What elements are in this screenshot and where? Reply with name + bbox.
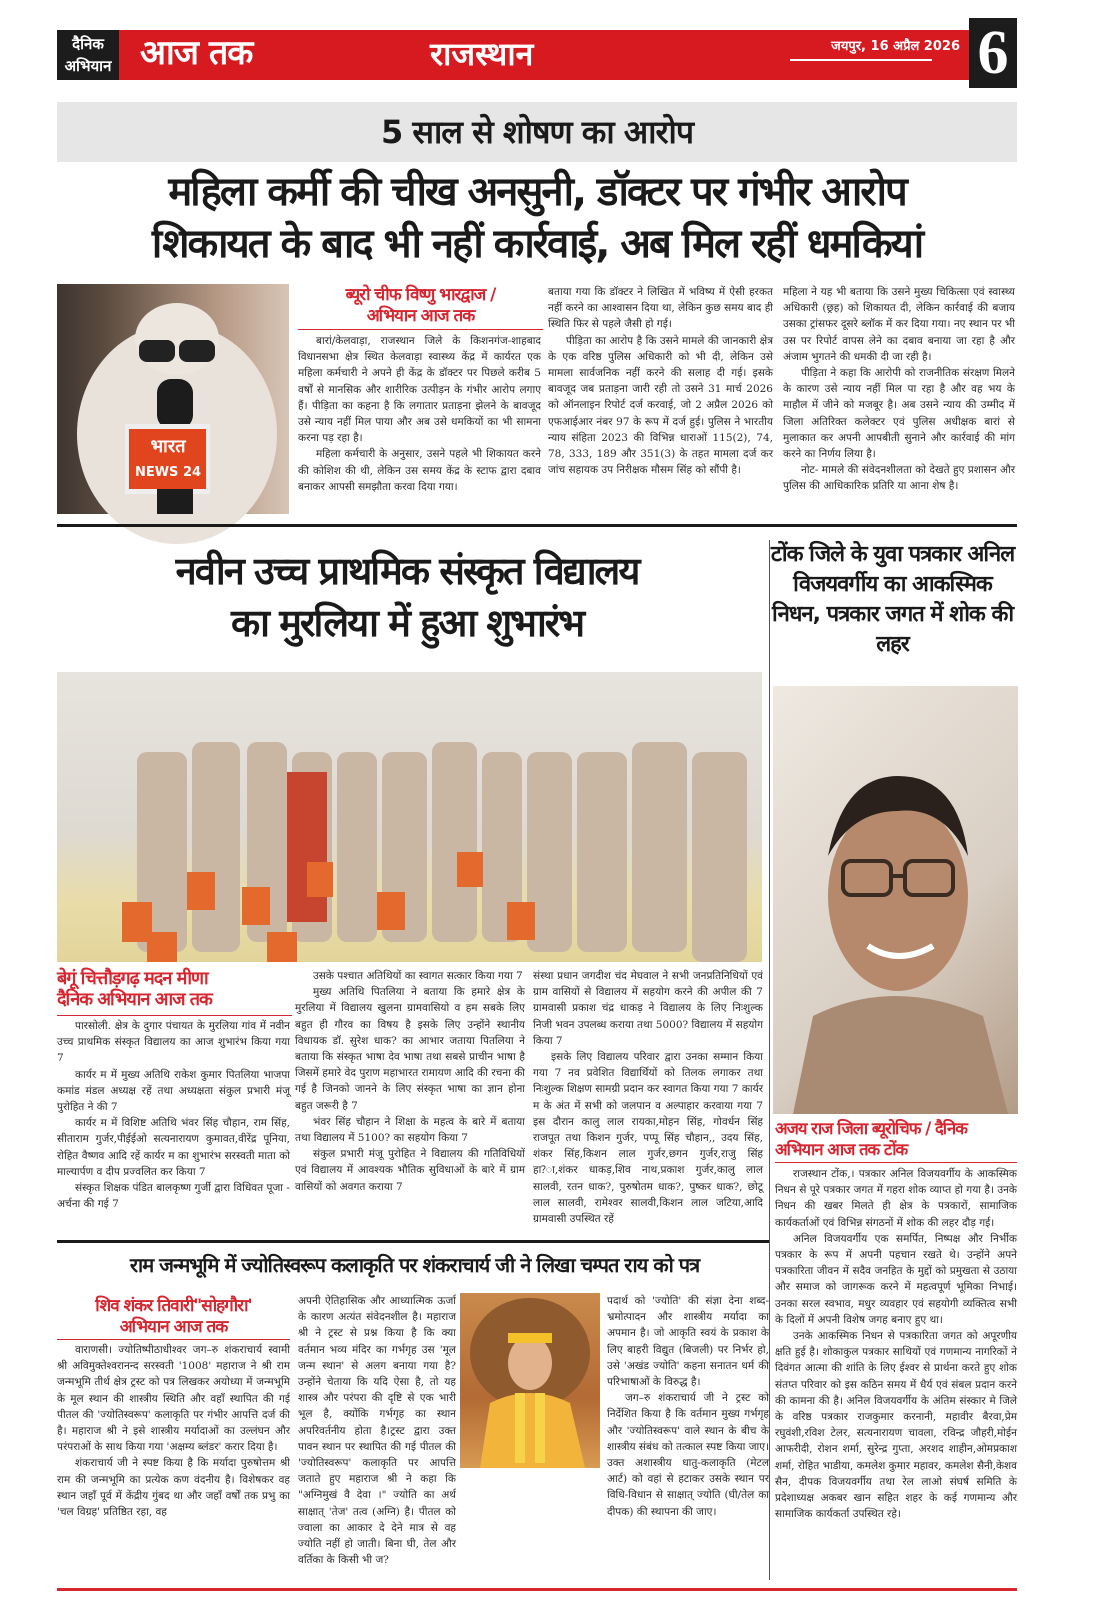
story2-byline: [57, 968, 292, 1010]
story2-paragraph: भंवर सिंह चौहान ने शिक्षा के महत्व के बारे में बताया तथा विद्यालय में 5100? का सहयोग किया 7: [295, 1115, 525, 1145]
mic-sub-text: NEWS 24: [134, 465, 202, 480]
story2-byline-rule: [57, 1015, 292, 1016]
page-number: 6: [969, 18, 1017, 88]
story4-column-3: [607, 1293, 769, 1583]
story4-paragraph: वाराणसी। ज्योतिष्पीठाधीश्वर जग–रु शंकराचार्य स्वामी श्री अविमुक्तेश्वरानन्द सरस्वती '1008' महाराज ने श्री राम जन्मभूमि तीर्थ क्षेत्र ट्रस्ट को पत्र लिखकर अयोध्या में जन्मभूमि के मूल स्थान की शास्त्रीय स्थिति और वहाँ स्थापित की गई पीतल की 'ज्योतिस्वरूप' कलाकृति पर गंभीर आपत्ति दर्ज की है। महाराज श्री ने इसे शास्त्रीय मर्यादाओं का उल्लंघन और परंपराओं के साथ किया गया 'अक्षम्य ब्लंडर' करार दिया है।: [57, 1344, 290, 1454]
story1-photo-figure: [57, 284, 289, 514]
story4-paragraph: पदार्थ को 'ज्योति' की संज्ञा देना शब्द-भ्रमोत्पादन और शास्त्रीय मर्यादा का अपमान है। जो आकृति स्वयं के प्रकाश के लिए बाहरी विद्युत (बिजली) पर निर्भर हो, उसे 'अखंड ज्योति' कहना सनातन धर्म की परिभाषाओं के विरुद्ध है।: [607, 1295, 769, 1389]
story1-byline-rule: [298, 329, 543, 330]
section-title: राजस्थान: [430, 35, 534, 73]
story2-headline-line1: नवीन उच्च प्राथमिक संस्कृत विद्यालय: [175, 549, 639, 593]
story4-paragraph: शंकराचार्य जी ने स्पष्ट किया है कि मर्यादा पुरुषोत्तम श्री राम की जन्मभूमि का प्रत्येक कण वंदनीय है। विशेषकर वह स्थान जहाँ पूर्व में केंद्रीय गुंबद था और जहाँ वर्षों तक प्रभु का 'चल विग्रह' प्रतिष्ठित रहा, वह: [57, 1457, 290, 1519]
column-divider: [769, 540, 770, 1580]
story2-paragraph: इसके लिए विद्यालय परिवार द्वारा उनका सम्मान किया गया 7 नव प्रवेशित विद्यार्थियों को तिलक लगाकर तथा निःशुल्क शिक्षण सामग्री प्रदान कर स्वागत किया गया 7 कार्यर म के अंत में सभी को जलपान व अल्पाहार करवाया गया 7 इस दौरान कालु लाल रायका,मोहन सिंह, गोवर्धन सिंह राजपूत तथा किशन गुर्जर, पप्पू सिंह चौहान,, उदय सिंह, शंकर सिंह,किशन लाल गुर्जर,छगन गुर्जर,राजु सिंह हा?ा,शंकर धाकड़,शिव नाथ,प्रकाश गुर्जर,कालु लाल सालवी, रतन धाक?, पुरुषोतम धाक?, पुष्कर धाक?, छोटू लाल सालवी, रामेश्वर सालवी,किशन लाल जटिया,आदि ग्रामवासी उपस्थित रहें: [533, 1051, 763, 1226]
story1-paragraph: नोट- मामले की संवेदनशीलता को देखते हुए प्रशासन और पुलिस की आधिकारिक प्रतिरि या आना शेष है।: [783, 464, 1015, 493]
story3-portrait-photo: [773, 686, 1018, 1114]
story2-headline-line2: का मुरलिया में हुआ शुभारंभ: [230, 601, 584, 645]
brand-line-2: अभियान: [64, 57, 112, 75]
story2-paragraph: कार्यर म में विशिष्ट अतिथि भंवर सिंह चौहान, राम सिंह, सीताराम गुर्जर,पीईईओ सत्यनारायण कुमावत,वीरेंद्र पूनिया, रोहित वैष्णव आदि रहें कार्यर म का शुभारंभ सरस्वती माता को माल्यार्पण व दीप प्रज्वलित कर किया 7: [57, 1117, 290, 1178]
story4-byline-line1: शिव शंकर तिवारी"सोहगौरा': [95, 1296, 252, 1316]
story1-headline-line1: महिला कर्मी की चीख अनसुनी, डॉक्टर पर गंभीर आरोप: [168, 169, 906, 215]
story1-paragraph: बताया गया कि डॉक्टर ने लिखित में भविष्य में ऐसी हरकत नहीं करने का आश्वासन दिया था, लेकिन कुछ समय बाद ही स्थिति फिर से पहले जैसी हो गई।: [548, 286, 773, 331]
story2-paragraph: पारसोली. क्षेत्र के दुगार पंचायत के मुरलिया गांव में नवीन उच्च प्राथमिक संस्कृत विद्यालय का आज शुभारंभ किया गया 7: [57, 1020, 290, 1065]
story2-paragraph: उसके पश्चात अतिथियों का स्वागत सत्कार किया गया 7: [313, 970, 523, 982]
story4-shankaracharya-photo: [460, 1293, 600, 1468]
story2-paragraph: संस्कृत शिक्षक पंडित बालकृष्ण गुर्जी द्वारा विधिवत पूजा - अर्चना की गई 7: [57, 1182, 290, 1211]
story2-column-3: [533, 968, 763, 1233]
story4-byline: [57, 1296, 290, 1338]
story3-paragraph: अनिल विजयवर्गीय एक समर्पित, निष्पक्ष और निर्भीक पत्रकार के रूप में अपनी पहचान रखते थे। उन्होंने अपने पत्रकारिता जीवन में सदैव जनहित के मुद्दों को प्रमुखता से उठाया और समाज को जागरूक करने में महत्वपूर्ण भूमिका निभाई। उनका सरल स्वभाव, मधुर व्यवहार एवं सहयोगी व्यक्तित्व सभी के दिलों में अपनी विशेष जगह बनाए हुए था।: [775, 1232, 1017, 1326]
story2-paragraph: कार्यर म में मुख्य अतिथि राकेश कुमार पितलिया भाजपा कमांड मंडल अध्यक्ष रहें तथा अध्यक्षता संकुल प्रभारी मंजू पुरोहित ने की 7: [57, 1068, 290, 1114]
newspaper-logo: आज तक: [140, 33, 253, 73]
story3-paragraph: उनके आकस्मिक निधन से पत्रकारिता जगत को अपूरणीय क्षति हुई है। शोकाकुल पत्रकार साथियों एवं गणमान्य नागरिकों ने दिवंगत आत्मा की शांति के लिए ईश्वर से प्रार्थना करते हुए शोक संतप्त परिवार को इस कठिन समय में धैर्य एवं संबल प्रदान करने की कामना की है। अनिल विजयवर्गीय के अंतिम संस्कार मे जिले के वरिष्ठ पत्रकार राजकुमार करनानी, महावीर बैरवा,प्रेम रघुवंशी,रविश टेलर, सत्यनारायण चावला, रविन्द्र जौहरी,मोईन आफरीदी, रोशन शर्मा, सुरेन्द्र गुप्ता, अरशद शाहीन,ओमप्रकाश शर्मा, रोहित भाडीया, कमलेश कुमार महावर, कमलेश सैनी,केशव सैन, दीपक विजयवर्गीय तथा रेल लाओ संघर्ष समिति के प्रदेशाध्यक्ष अकबर खान सहित शहर के कई गणमान्य और सामाजिक कार्यकर्ता उपस्थित रहे।: [775, 1330, 1017, 1521]
story4-column-1: [57, 1342, 290, 1572]
story2-paragraph: संस्था प्रधान जगदीश चंद मेघवाल ने सभी जनप्रतिनिधियों एवं ग्राम वासियों से विद्यालय में सहयोग करने की अपील की 7 ग्रामवासी प्रकाश चंद्र धाकड़ ने विद्यालय के लिए निःशुल्क निजी भवन उपलब्ध कराया तथा 5000? विद्यालय में सहयोग किया 7: [533, 970, 763, 1047]
story1-paragraph: महिला ने यह भी बताया कि उसने मुख्य चिकित्सा एवं स्वास्थ्य अधिकारी (छ्रह) को शिकायत दी, लेकिन कार्रवाई की बजाय उसका ट्रांसफर दूसरे ब्लॉक में कर दिया गया। नए स्थान पर भी उस पर रिपोर्ट वापस लेने का दबाव बनाया जा रहा है और अंजाम भुगतने की धमकी दी जा रही है।: [783, 286, 1015, 363]
story4-headline: राम जन्मभूमि में ज्योतिस्वरूप कलाकृति पर शंकराचार्य जी ने लिखा चम्पत राय को पत्र: [129, 1253, 700, 1277]
dateline-rule: [790, 59, 932, 61]
story2-group-photo: [57, 672, 762, 962]
section-divider: [57, 524, 1017, 527]
story1-headline: [57, 166, 1017, 270]
story1-paragraph: महिला कर्मचारी के अनुसार, उसने पहले भी शिकायत करने की कोशिश की थी, लेकिन उस समय केंद्र के स्टाफ द्वारा दबाव बनाकर आपसी समझौता करवा दिया गया।: [298, 448, 541, 493]
story1-paragraph: पीड़िता ने कहा कि आरोपी को राजनीतिक संरक्षण मिलने के कारण उसे न्याय नहीं मिल पा रहा है और वह भय के माहौल में जीने को मजबूर है। अब उसने न्याय की उम्मीद में जिला अतिरिक्त कलेक्टर एवं पुलिस अधीक्षक बारां से मुलाकात कर अपनी आपबीती सुनाने और कार्रवाई की मांग करने का निर्णय लिया है।: [783, 367, 1015, 461]
story3-paragraph: राजस्थान टोंक,। पत्रकार अनिल विजयवर्गीय के आकस्मिक निधन से पूरे पत्रकार जगत में गहरा शोक व्याप्त हो गया है। उनके निधन की खबर मिलते ही क्षेत्र के पत्रकारों, सामाजिक कार्यकर्ताओं एवं विभिन्न संगठनों में शोक की लहर दौड़ गई।: [775, 1168, 1017, 1229]
story2-byline-line1: बेगूं चित्तौड़गढ़ मदन मीणा: [57, 968, 208, 989]
story1-paragraph: बारां/केलवाड़ा, राजस्थान जिले के किशनगंज-शाहबाद विधानसभा क्षेत्र स्थित केलवाड़ा स्वास्थ्य केंद्र में कार्यरत एक महिला कर्मचारी ने अपने ही केंद्र के डॉक्टर पर पिछले करीब 5 वर्षों से मानसिक और शारीरिक उत्पीड़न के गंभीर आरोप लगाए हैं। पीड़िता का कहना है कि लगातार प्रताड़ना झेलने के बावजूद उसे न्याय नहीं मिल पाया और अब उसे धमकियों का भी सामना करना पड़ रहा है।: [298, 335, 541, 445]
story3-portrait-figure: [773, 686, 1018, 1114]
story1-byline-line2: अभियान आज तक: [366, 306, 475, 326]
story4-column-2: [298, 1293, 456, 1567]
story3-byline-line1: अजय राज जिला ब्यूरोचिफ / दैनिक: [775, 1119, 967, 1138]
story2-column-1: [57, 1018, 290, 1233]
story4-paragraph: अपनी ऐतिहासिक और आध्यात्मिक ऊर्जा के कारण अत्यंत संवेदनशील है। महाराज श्री ने ट्रस्ट से प्रश्न किया है कि क्या वर्तमान भव्य मंदिर का गर्भगृह उस 'मूल जन्म स्थान' से अलग बनाया गया है? उन्होंने चेताया कि यदि ऐसा है, तो यह शास्त्र और परंपरा की दृष्टि से एक भारी भूल है, क्योंकि गर्भगृह का स्थान अपरिवर्तनीय होता है।ट्रस्ट द्वारा उक्त पावन स्थान पर स्थापित की गई पीतल की 'ज्योतिस्वरूप' कलाकृति पर आपत्ति जताते हुए महाराज श्री ने कहा कि "अग्निमुखं वै देवा ।" ज्योति का अर्थ साक्षात् 'तेज' तत्व (अग्नि) है। पीतल को ज्वाला का आकार दे देने मात्र से वह ज्योति नहीं हो जाती। बिना घी, तेल और वर्तिका के किसी भी ज?: [298, 1295, 456, 1567]
story1-photo: [57, 284, 289, 514]
story4-byline-line2: अभियान आज तक: [119, 1317, 228, 1337]
brand-line-1: दैनिक: [72, 35, 104, 53]
story1-kicker: 5 साल से शोषण का आरोप: [57, 102, 1017, 162]
story3-byline-rule: [775, 1162, 1017, 1163]
mic-brand-text: भारत: [150, 436, 186, 457]
story1-byline-line1: ब्यूरो चीफ विष्णु भारद्वाज /: [345, 285, 496, 305]
story2-photo-figures: [57, 672, 762, 962]
story3-byline: [775, 1118, 1017, 1160]
dateline: जयपुर, 16 अप्रैल 2026: [831, 39, 960, 54]
story2-byline-line2: दैनिक अभियान आज तक: [57, 989, 212, 1010]
story2-paragraph: मुख्य अतिथि पितलिया ने बताया कि हमारे क्षेत्र के मुरलिया में विद्यालय खुलना ग्रामवासियो व हम सबके लिए बहुत ही गौरव का विषय है इसके लिए उन्होंने स्थानीय विधायक डॉ. सुरेश धाक? का आभार जताया पितलिया ने बताया कि संस्कृत भाषा देव भाषा तथा सबसे प्राचीन भाषा है जिसमें हमारे वेद पुराण महाभारत रामायण आदि की रचना की गई है जिनको जानने के लिए संस्कृत भाषा का ज्ञान होना बहुत जरूरी है 7: [295, 986, 525, 1112]
story1-headline-line2: शिकायत के बाद भी नहीं कार्रवाई, अब मिल रहीं धमकियां: [151, 221, 923, 267]
masthead-brand-box: [57, 30, 119, 80]
story1-byline: [298, 285, 543, 327]
story3-byline-line2: अभियान आज तक टोंक: [775, 1140, 908, 1159]
story2-headline: [57, 545, 757, 649]
story1-paragraph: पीड़िता का आरोप है कि उसने मामले की जानकारी क्षेत्र के एक वरिष्ठ पुलिस अधिकारी को भी दी, लेकिन उसे मामला सार्वजनिक नहीं करने की सलाह दी गई। इसके बावजूद जब प्रताड़ना जारी रही तो उसने 31 मार्च 2026 को ऑनलाइन रिपोर्ट दर्ज करवाई, जो 2 अप्रैल 2026 को एफआईआर नंबर 97 के रूप में दर्ज हुई। पुलिस ने भारतीय न्याय संहिता 2023 की विभिन्न धाराओं 115(2), 74, 78, 333, 189 और 351(3) के तहत मामला दर्ज कर जांच सहायक उप निरीक्षक मौसम सिंह को सौंपी है।: [548, 334, 773, 477]
story2-paragraph: संकुल प्रभारी मंजू पुरोहित ने विद्यालय की गतिविधियों एवं विद्यालय में आवश्यक भौतिक सुविधाओं के बारे में ग्राम वासियों को अवगत कराया 7: [295, 1148, 525, 1193]
section-divider: [57, 1240, 769, 1243]
story3-column: [775, 1166, 1017, 1576]
story2-column-2: [295, 968, 525, 1233]
page-bottom-rule: [57, 1588, 1017, 1591]
story1-column-1: [298, 333, 541, 513]
story4-byline-rule: [57, 1339, 290, 1340]
story1-column-2: [548, 284, 773, 514]
story4-paragraph: जग–रु शंकराचार्य जी ने ट्रस्ट को निर्देशित किया है कि वर्तमान मुख्य गर्भगृह और 'ज्योतिस्वरूप' वाले स्थान के बीच के शास्त्रीय संबंध को तत्काल स्पष्ट किया जाए। उक्त अशास्त्रीय धातु-कलाकृति (मेटल आर्ट) को वहां से हटाकर उसके स्थान पर विधि-विधान से साक्षात् ज्योति (घी/तेल का दीपक) की स्थापना की जाए।: [607, 1392, 769, 1518]
story4-photo-figure: [460, 1293, 600, 1468]
story3-headline: टोंक जिले के युवा पत्रकार अनिल विजयवर्गीय का आकस्मिक निधन, पत्रकार जगत में शोक की लहर: [770, 542, 1015, 657]
story1-column-3: [783, 284, 1015, 514]
